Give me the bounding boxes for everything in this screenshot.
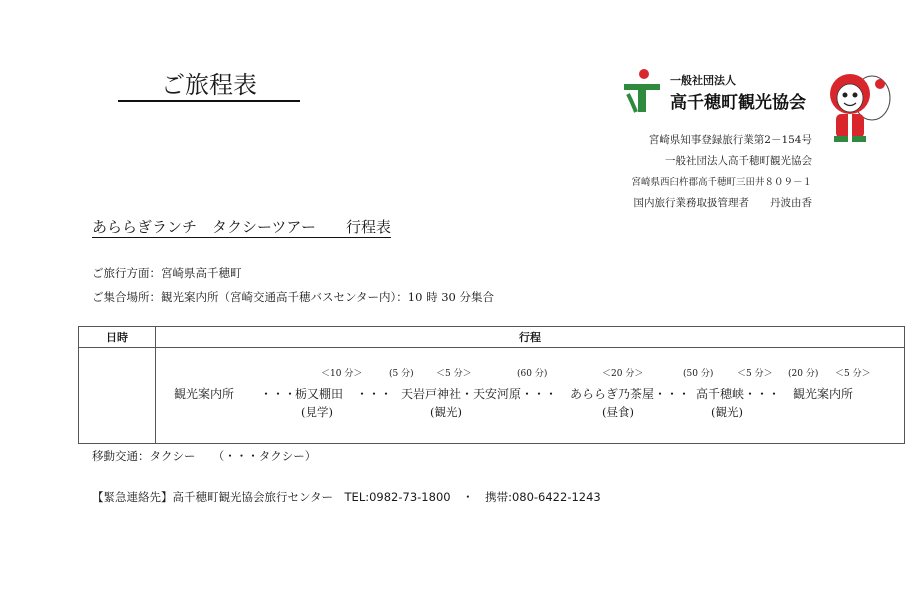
emergency-contact: 【緊急連絡先】高千穂町観光協会旅行センター TEL:0982-73-1800 ・ 携帯:080-6422-1243: [92, 490, 601, 504]
company-name: 一般社団法人高千穂町観光協会: [665, 155, 812, 167]
stop-separator: ・・・: [356, 387, 393, 401]
company-info: [631, 130, 812, 214]
stop-note: (昼食): [602, 405, 634, 419]
itinerary-cell: [156, 348, 905, 444]
stop-label: あららぎ乃茶屋・・・: [570, 387, 691, 401]
itinerary-header: 行程: [156, 327, 905, 348]
company-registration: 宮崎県知事登録旅行業第2－154号: [648, 134, 812, 146]
transport-info: 移動交通：タクシー （・・・タクシー）: [92, 449, 317, 463]
company-manager: 国内旅行業務取扱管理者 丹波由香: [633, 197, 812, 209]
company-address: 宮崎県西臼杵郡高千穂町三田井８０９－１: [631, 177, 812, 188]
logo-name: 高千穂町観光協会: [670, 93, 806, 113]
duration-label: ＜10 分＞: [321, 369, 363, 379]
duration-label: ＜5 分＞: [436, 369, 472, 379]
date-cell: [79, 348, 156, 444]
stop-note: (見学): [301, 405, 333, 419]
date-header: 日時: [79, 327, 156, 348]
logo-subtitle: 一般社団法人: [670, 74, 736, 87]
schedule-table: [78, 326, 905, 444]
duration-label: (5 分): [389, 369, 414, 379]
page-title: ご旅程表: [118, 70, 300, 102]
duration-label: (60 分): [517, 369, 548, 379]
tour-title: あららぎランチ タクシーツアー 行程表: [92, 218, 391, 236]
duration-label: (50 分): [683, 369, 714, 379]
tour-destination: ご旅行方面：宮崎県高千穂町: [92, 266, 242, 280]
duration-label: ＜20 分＞: [602, 369, 644, 379]
duration-label: ＜5 分＞: [835, 369, 871, 379]
stop-label: 天岩戸神社・天安河原・・・: [401, 387, 558, 401]
stop-label: 観光案内所: [174, 387, 235, 401]
tour-meeting-place: ご集合場所：観光案内所（宮崎交通高千穂バスセンター内）：10 時 30 分集合: [92, 290, 495, 304]
duration-label: ＜5 分＞: [737, 369, 773, 379]
stop-label: 栃又棚田: [295, 387, 344, 401]
logo-icon: [622, 68, 662, 114]
mascot-icon: [818, 70, 892, 148]
duration-label: (20 分): [788, 369, 819, 379]
stop-separator: ・・・: [260, 387, 297, 401]
stop-label: 観光案内所: [793, 387, 854, 401]
stop-label: 高千穂峡・・・: [696, 387, 781, 401]
stop-note: (観光): [430, 405, 462, 419]
stop-note: (観光): [711, 405, 743, 419]
